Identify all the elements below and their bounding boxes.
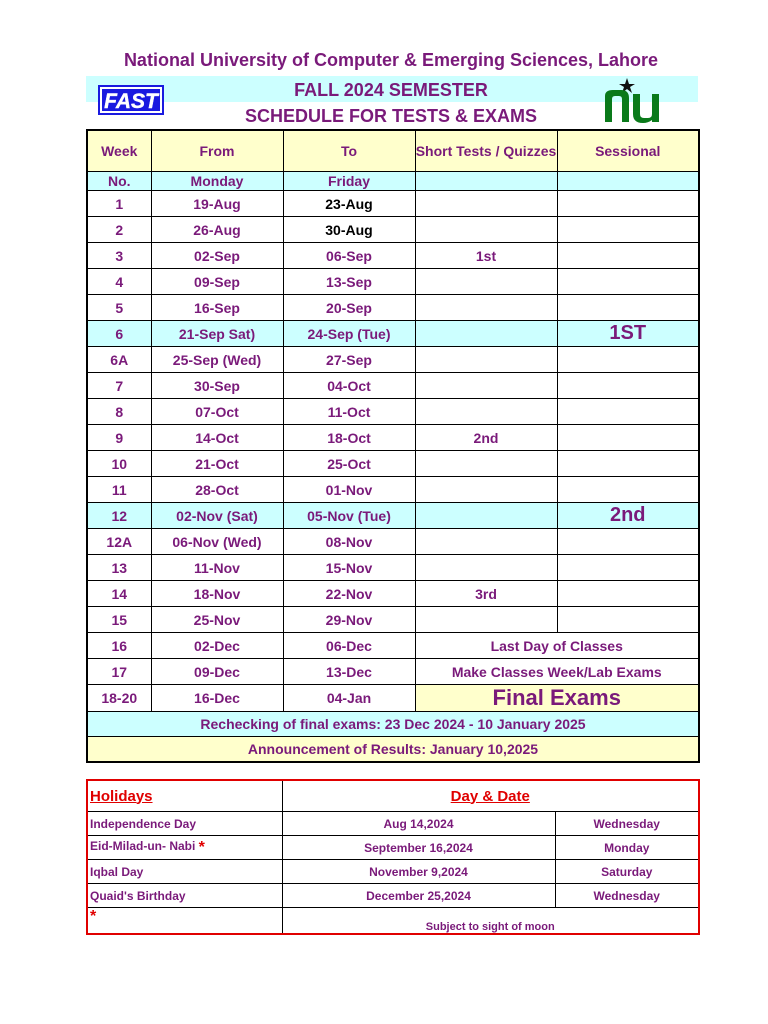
week-cell: 5 <box>87 295 151 321</box>
sub-empty <box>557 172 699 191</box>
holiday-name-cell <box>87 836 282 860</box>
table-row <box>87 243 699 269</box>
quiz-cell <box>415 269 557 295</box>
week-cell: 10 <box>87 451 151 477</box>
quiz-cell <box>415 347 557 373</box>
col-quizzes: Short Tests / Quizzes <box>415 130 557 172</box>
holiday-name: Eid-Milad-un- Nabi <box>90 838 196 853</box>
week-cell: 11 <box>87 477 151 503</box>
week-cell: 18-20 <box>87 685 151 712</box>
week-cell: 13 <box>87 555 151 581</box>
sessional-cell <box>557 477 699 503</box>
sub-empty <box>415 172 557 191</box>
footnote-row <box>87 908 699 934</box>
quiz-cell <box>415 451 557 477</box>
sessional-cell <box>557 399 699 425</box>
table-row <box>87 812 699 836</box>
table-row <box>87 659 699 685</box>
table-row <box>87 884 699 908</box>
from-cell: 26-Aug <box>151 217 283 243</box>
week-cell: 14 <box>87 581 151 607</box>
asterisk-mark: * <box>90 908 97 925</box>
table-row <box>87 555 699 581</box>
quiz-cell: 3rd <box>415 581 557 607</box>
week-cell: 12A <box>87 529 151 555</box>
nu-logo <box>601 76 663 126</box>
from-cell: 11-Nov <box>151 555 283 581</box>
to-cell: 13-Sep <box>283 269 415 295</box>
quiz-cell <box>415 217 557 243</box>
sessional-cell <box>557 529 699 555</box>
sessional-cell <box>557 581 699 607</box>
to-cell: 05-Nov (Tue) <box>283 503 415 529</box>
to-cell: 25-Oct <box>283 451 415 477</box>
to-cell: 27-Sep <box>283 347 415 373</box>
to-cell: 06-Dec <box>283 633 415 659</box>
footnote-star-cell <box>87 908 282 934</box>
to-cell: 04-Jan <box>283 685 415 712</box>
announcement-row <box>87 737 699 763</box>
sessional-cell <box>557 373 699 399</box>
quiz-cell <box>415 607 557 633</box>
make-classes-note: Make Classes Week/Lab Exams <box>415 659 699 685</box>
fast-logo <box>98 85 164 115</box>
table-row <box>87 217 699 243</box>
sub-no: No. <box>87 172 151 191</box>
from-cell: 06-Nov (Wed) <box>151 529 283 555</box>
sessional-cell <box>557 217 699 243</box>
from-cell: 02-Dec <box>151 633 283 659</box>
quiz-cell <box>415 503 557 529</box>
col-from: From <box>151 130 283 172</box>
from-cell: 30-Sep <box>151 373 283 399</box>
from-cell: 19-Aug <box>151 191 283 217</box>
to-cell: 15-Nov <box>283 555 415 581</box>
table-row <box>87 529 699 555</box>
schedule-subheader-row <box>87 172 699 191</box>
quiz-cell <box>415 399 557 425</box>
from-cell: 02-Sep <box>151 243 283 269</box>
final-exams-label: Final Exams <box>415 685 699 712</box>
holidays-header-row <box>87 780 699 812</box>
quiz-cell <box>415 295 557 321</box>
week-cell: 6 <box>87 321 151 347</box>
week-cell: 17 <box>87 659 151 685</box>
holiday-day: Saturday <box>555 860 699 884</box>
quiz-cell <box>415 555 557 581</box>
to-cell: 29-Nov <box>283 607 415 633</box>
sessional-cell <box>557 295 699 321</box>
day-date-heading: Day & Date <box>282 780 699 812</box>
table-row <box>87 451 699 477</box>
from-cell: 16-Dec <box>151 685 283 712</box>
from-cell: 09-Dec <box>151 659 283 685</box>
schedule-header-row <box>87 130 699 172</box>
quiz-cell <box>415 191 557 217</box>
from-cell: 21-Sep Sat) <box>151 321 283 347</box>
quiz-cell: 1st <box>415 243 557 269</box>
table-row <box>87 191 699 217</box>
holiday-date: December 25,2024 <box>282 884 555 908</box>
sessional-cell <box>557 451 699 477</box>
from-cell: 02-Nov (Sat) <box>151 503 283 529</box>
quiz-cell <box>415 373 557 399</box>
to-cell: 24-Sep (Tue) <box>283 321 415 347</box>
sessional-cell <box>557 243 699 269</box>
asterisk-mark: * <box>198 838 205 856</box>
table-row <box>87 425 699 451</box>
holiday-day: Wednesday <box>555 884 699 908</box>
to-cell: 01-Nov <box>283 477 415 503</box>
sessional-cell <box>557 425 699 451</box>
table-row <box>87 269 699 295</box>
to-cell: 23-Aug <box>283 191 415 217</box>
to-cell: 04-Oct <box>283 373 415 399</box>
table-row <box>87 373 699 399</box>
from-cell: 21-Oct <box>151 451 283 477</box>
university-name: National University of Computer & Emerging Sciences, Lahore <box>123 50 659 70</box>
table-row <box>87 685 699 712</box>
week-cell: 3 <box>87 243 151 269</box>
svg-text:FAST: FAST <box>104 90 158 113</box>
table-row <box>87 860 699 884</box>
from-cell: 14-Oct <box>151 425 283 451</box>
col-sessional: Sessional <box>557 130 699 172</box>
rechecking-text: Rechecking of final exams: 23 Dec 2024 - 10 January 2025 <box>87 712 699 737</box>
schedule-title: SCHEDULE FOR TESTS & EXAMS <box>244 106 538 126</box>
from-cell: 28-Oct <box>151 477 283 503</box>
from-cell: 18-Nov <box>151 581 283 607</box>
sub-friday: Friday <box>283 172 415 191</box>
sessional-cell: 2nd <box>557 503 699 529</box>
from-cell: 07-Oct <box>151 399 283 425</box>
rechecking-row <box>87 712 699 737</box>
to-cell: 20-Sep <box>283 295 415 321</box>
to-cell: 06-Sep <box>283 243 415 269</box>
week-cell: 2 <box>87 217 151 243</box>
holiday-day: Wednesday <box>555 812 699 836</box>
holiday-day: Monday <box>555 836 699 860</box>
schedule-table <box>86 129 700 763</box>
table-row <box>87 607 699 633</box>
week-cell: 16 <box>87 633 151 659</box>
holiday-name: Independence Day <box>87 812 282 836</box>
footnote-text: Subject to sight of moon <box>282 908 699 934</box>
announcement-text: Announcement of Results: January 10,2025 <box>87 737 699 763</box>
col-week: Week <box>87 130 151 172</box>
week-cell: 9 <box>87 425 151 451</box>
quiz-cell <box>415 477 557 503</box>
table-row <box>87 295 699 321</box>
table-row <box>87 321 699 347</box>
to-cell: 18-Oct <box>283 425 415 451</box>
to-cell: 30-Aug <box>283 217 415 243</box>
to-cell: 13-Dec <box>283 659 415 685</box>
holiday-date: November 9,2024 <box>282 860 555 884</box>
table-row <box>87 581 699 607</box>
sessional-cell <box>557 607 699 633</box>
holiday-date: Aug 14,2024 <box>282 812 555 836</box>
week-cell: 7 <box>87 373 151 399</box>
from-cell: 16-Sep <box>151 295 283 321</box>
week-cell: 8 <box>87 399 151 425</box>
holidays-table <box>86 779 700 935</box>
sessional-cell <box>557 347 699 373</box>
sessional-cell: 1ST <box>557 321 699 347</box>
sessional-cell <box>557 269 699 295</box>
from-cell: 25-Sep (Wed) <box>151 347 283 373</box>
week-cell: 15 <box>87 607 151 633</box>
quiz-cell: 2nd <box>415 425 557 451</box>
table-row <box>87 347 699 373</box>
table-row <box>87 503 699 529</box>
to-cell: 11-Oct <box>283 399 415 425</box>
col-to: To <box>283 130 415 172</box>
quiz-cell <box>415 529 557 555</box>
sub-monday: Monday <box>151 172 283 191</box>
table-row <box>87 399 699 425</box>
holiday-date: September 16,2024 <box>282 836 555 860</box>
to-cell: 22-Nov <box>283 581 415 607</box>
from-cell: 25-Nov <box>151 607 283 633</box>
week-cell: 12 <box>87 503 151 529</box>
holidays-heading: Holidays <box>87 780 282 812</box>
table-row <box>87 836 699 860</box>
last-day-note: Last Day of Classes <box>415 633 699 659</box>
holiday-name: Quaid's Birthday <box>87 884 282 908</box>
week-cell: 4 <box>87 269 151 295</box>
from-cell: 09-Sep <box>151 269 283 295</box>
week-cell: 1 <box>87 191 151 217</box>
quiz-cell <box>415 321 557 347</box>
sessional-cell <box>557 555 699 581</box>
table-row <box>87 477 699 503</box>
holiday-name: Iqbal Day <box>87 860 282 884</box>
semester-title: FALL 2024 SEMESTER <box>294 80 488 100</box>
sessional-cell <box>557 191 699 217</box>
to-cell: 08-Nov <box>283 529 415 555</box>
week-cell: 6A <box>87 347 151 373</box>
table-row <box>87 633 699 659</box>
